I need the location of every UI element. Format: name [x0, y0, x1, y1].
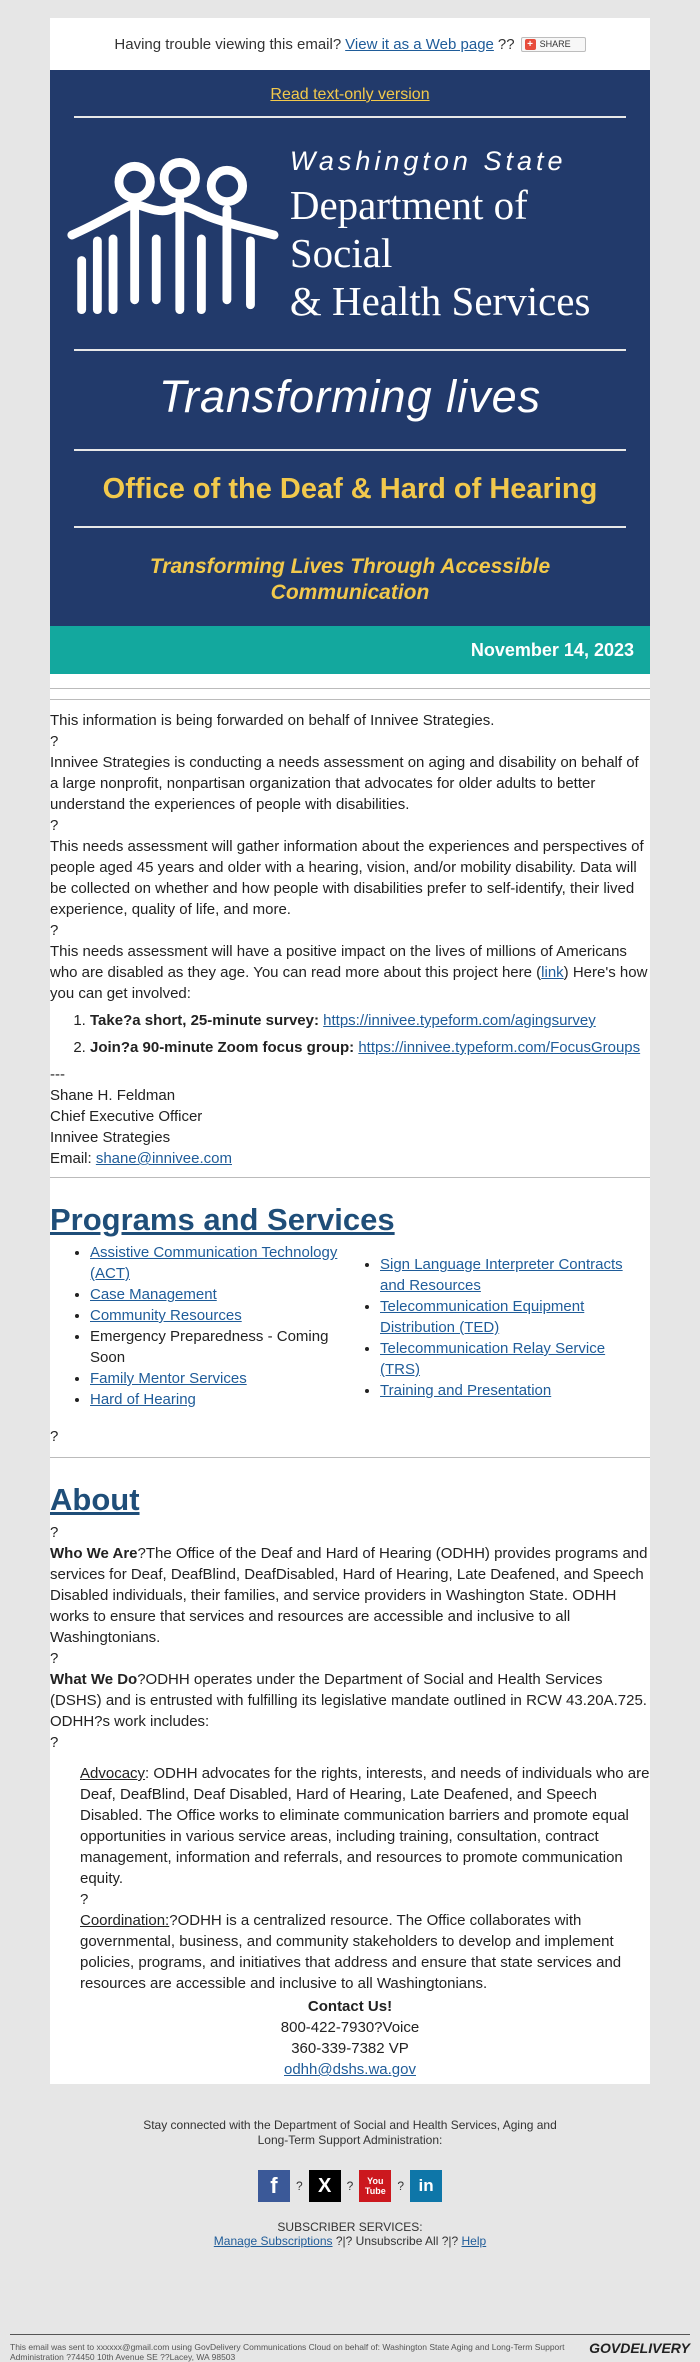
- spacer: ?: [50, 1428, 59, 1445]
- paragraph: This information is being forwarded on behalf of Innivee Strategies.: [50, 712, 495, 729]
- header-banner: [50, 70, 650, 626]
- date-bar: November 14, 2023: [50, 626, 650, 674]
- program-item[interactable]: • Family Mentor Services: [90, 1368, 340, 1389]
- programs-list: [50, 1242, 650, 1410]
- text-only-link[interactable]: Read text-only version: [270, 86, 430, 103]
- text-only-row: [50, 86, 650, 116]
- web-page-link[interactable]: View it as a Web page: [345, 35, 494, 53]
- about-title[interactable]: About: [50, 1482, 140, 1517]
- x-twitter-icon[interactable]: X: [309, 2170, 341, 2202]
- help-link[interactable]: Help: [461, 2234, 487, 2248]
- spacer: ?: [50, 1650, 59, 1667]
- program-item: • Emergency Preparedness - Coming Soon: [90, 1326, 340, 1368]
- programs-left-column: [50, 1242, 340, 1410]
- program-item[interactable]: • Community Resources: [90, 1305, 340, 1326]
- manage-subscriptions-link[interactable]: Manage Subscriptions: [213, 2234, 333, 2248]
- divider: [50, 1177, 650, 1178]
- paragraph: This needs assessment will gather information about the experiences and perspectives of people aged 45 years and older with a hearing, vision, and/or mobility disability. Data will be collected on whether and how people with disabilities prefer to self-identify, their lived experience, quality of life, and more.: [50, 838, 644, 918]
- program-item[interactable]: • Case Management: [90, 1284, 340, 1305]
- signature-name: Shane H. Feldman: [50, 1087, 176, 1104]
- spacer: ?: [50, 817, 59, 834]
- qq-text: ??: [497, 35, 515, 53]
- footer: [0, 2118, 700, 2248]
- involvement-list: [50, 1010, 650, 1058]
- spacer: ?: [50, 922, 59, 939]
- people-figures-icon: [64, 151, 282, 321]
- spacer: ?: [50, 1524, 59, 1541]
- survey-link[interactable]: https://innivee.typeform.com/agingsurvey: [323, 1012, 596, 1029]
- program-item[interactable]: • Hard of Hearing: [90, 1389, 340, 1410]
- divider: [10, 2334, 690, 2335]
- facebook-icon[interactable]: f: [258, 2170, 290, 2202]
- subscriber-links: Manage Subscriptions ?|? Unsubscribe All ?|? Help: [213, 2234, 487, 2248]
- program-item[interactable]: • Training and Presentation: [380, 1380, 640, 1401]
- contact-block: [50, 1996, 650, 2084]
- project-link[interactable]: link: [541, 964, 564, 981]
- linkedin-icon[interactable]: in: [410, 2170, 442, 2202]
- contact-vp: 360-339-7382 VP: [291, 2040, 409, 2057]
- contact-title: Contact Us!: [307, 1998, 393, 2015]
- program-item[interactable]: • Telecommunication Relay Service (TRS): [380, 1338, 640, 1380]
- email-link[interactable]: shane@innivee.com: [95, 1150, 232, 1167]
- spacer: ?: [50, 1734, 59, 1751]
- govdelivery-logo[interactable]: GOVDELIVERY: [589, 2340, 690, 2356]
- logo-line-3: & Health Services: [289, 278, 591, 324]
- contact-email-link[interactable]: odhh@dshs.wa.gov: [284, 2061, 416, 2078]
- contact-voice: 800-422-7930?Voice: [280, 2019, 420, 2036]
- share-button[interactable]: + SHARE: [521, 37, 586, 52]
- programs-title[interactable]: Programs and Services: [50, 1202, 395, 1237]
- tagline: Transforming lives: [158, 371, 542, 422]
- divider: [50, 688, 650, 700]
- top-bar: [50, 18, 650, 70]
- spacer: ?: [80, 1891, 89, 1908]
- social-links: f ? X ? You Tube ? in: [0, 2170, 700, 2202]
- dashes: ---: [50, 1066, 65, 1083]
- subscriber-title: SUBSCRIBER SERVICES:: [277, 2220, 423, 2234]
- youtube-icon[interactable]: You Tube: [359, 2170, 391, 2202]
- coordination: Coordination:?ODHH is a centralized resource. The Office collaborates with governmental, business, and community stakeholders to develop and implement policies, programs, and initiatives that address and ensure that state services and resources are accessible and inclusive to all Washingtonians.: [80, 1912, 622, 1992]
- signature-email: Email: shane@innivee.com: [50, 1150, 232, 1167]
- about-body: [50, 1522, 650, 2084]
- advocacy: Advocacy: ODHH advocates for the rights, interests, and needs of individuals who are Deaf, DeafBlind, Deaf Disabled, Hard of Hearing, Late Deafened, and Speech Disabled. The Office works to eliminate communication barriers and promote equal opportunities in various service areas, including training, consultation, contract management, information and referrals, and resources to promote communication equity.: [80, 1765, 650, 1887]
- sent-notice: This email was sent to xxxxxx@gmail.com using GovDelivery Communications Cloud on behalf of: Washington State Aging and Long-Term Support Administration ?74450 10th Avenue SE ??Lacey, WA 98503: [10, 2342, 565, 2362]
- focus-group-link[interactable]: https://innivee.typeform.com/FocusGroups: [358, 1039, 641, 1056]
- program-item[interactable]: • Telecommunication Equipment Distribution (TED): [380, 1296, 640, 1338]
- paragraph: This needs assessment will have a positive impact on the lives of millions of Americans who are disabled as they age. You can read more about this project here (link) Here's how you can get involved:: [50, 943, 648, 1002]
- trouble-text: Having trouble viewing this email?: [114, 35, 342, 53]
- article-body: [50, 700, 650, 1169]
- program-item[interactable]: • Sign Language Interpreter Contracts and Resources: [380, 1254, 640, 1296]
- stay-connected: Stay connected with the Department of Social and Health Services, Aging and Long-Term Support Administration:: [143, 2118, 557, 2147]
- divider: [50, 1457, 650, 1458]
- logo-line-2: Department of Social: [289, 182, 528, 276]
- logo-line-1: Washington State: [289, 146, 567, 176]
- program-item[interactable]: • Assistive Communication Technology (ACT): [90, 1242, 340, 1284]
- email-container: [50, 18, 650, 2084]
- signature-org: Innivee Strategies: [50, 1129, 171, 1146]
- dshs-logo: [50, 118, 650, 349]
- plus-icon: +: [525, 39, 536, 50]
- programs-right-column: [340, 1242, 640, 1410]
- list-item: 1. Take?a short, 25-minute survey: https://innivee.typeform.com/agingsurvey: [90, 1010, 650, 1031]
- subtitle: Transforming Lives Through Accessible Communication: [149, 555, 551, 604]
- what-we-do: What We Do?ODHH operates under the Department of Social and Health Services (DSHS) and is entrusted with fulfilling its legislative mandate outlined in RCW 43.20A.725. ODHH?s work includes:: [50, 1671, 647, 1730]
- paragraph: Innivee Strategies is conducting a needs assessment on aging and disability on behalf of a large nonprofit, nonpartisan organization that advocates for older adults to better understand the experiences of people with disabilities.: [50, 754, 639, 813]
- list-item: 2. Join?a 90-minute Zoom focus group: https://innivee.typeform.com/FocusGroups: [90, 1037, 650, 1058]
- who-we-are: Who We Are?The Office of the Deaf and Hard of Hearing (ODHH) provides programs and services for Deaf, DeafBlind, DeafDisabled, Hard of Hearing, Late Deafened, and Speech Disabled individuals, their families, and service providers in Washington State. ODHH works to ensure that services and resources are accessible and inclusive to all Washingtonians.: [50, 1545, 648, 1646]
- office-title: Office of the Deaf & Hard of Hearing: [102, 473, 598, 505]
- logo-text: [290, 146, 634, 325]
- spacer: ?: [50, 733, 59, 750]
- work-items: [50, 1763, 650, 1994]
- signature-title: Chief Executive Officer: [50, 1108, 203, 1125]
